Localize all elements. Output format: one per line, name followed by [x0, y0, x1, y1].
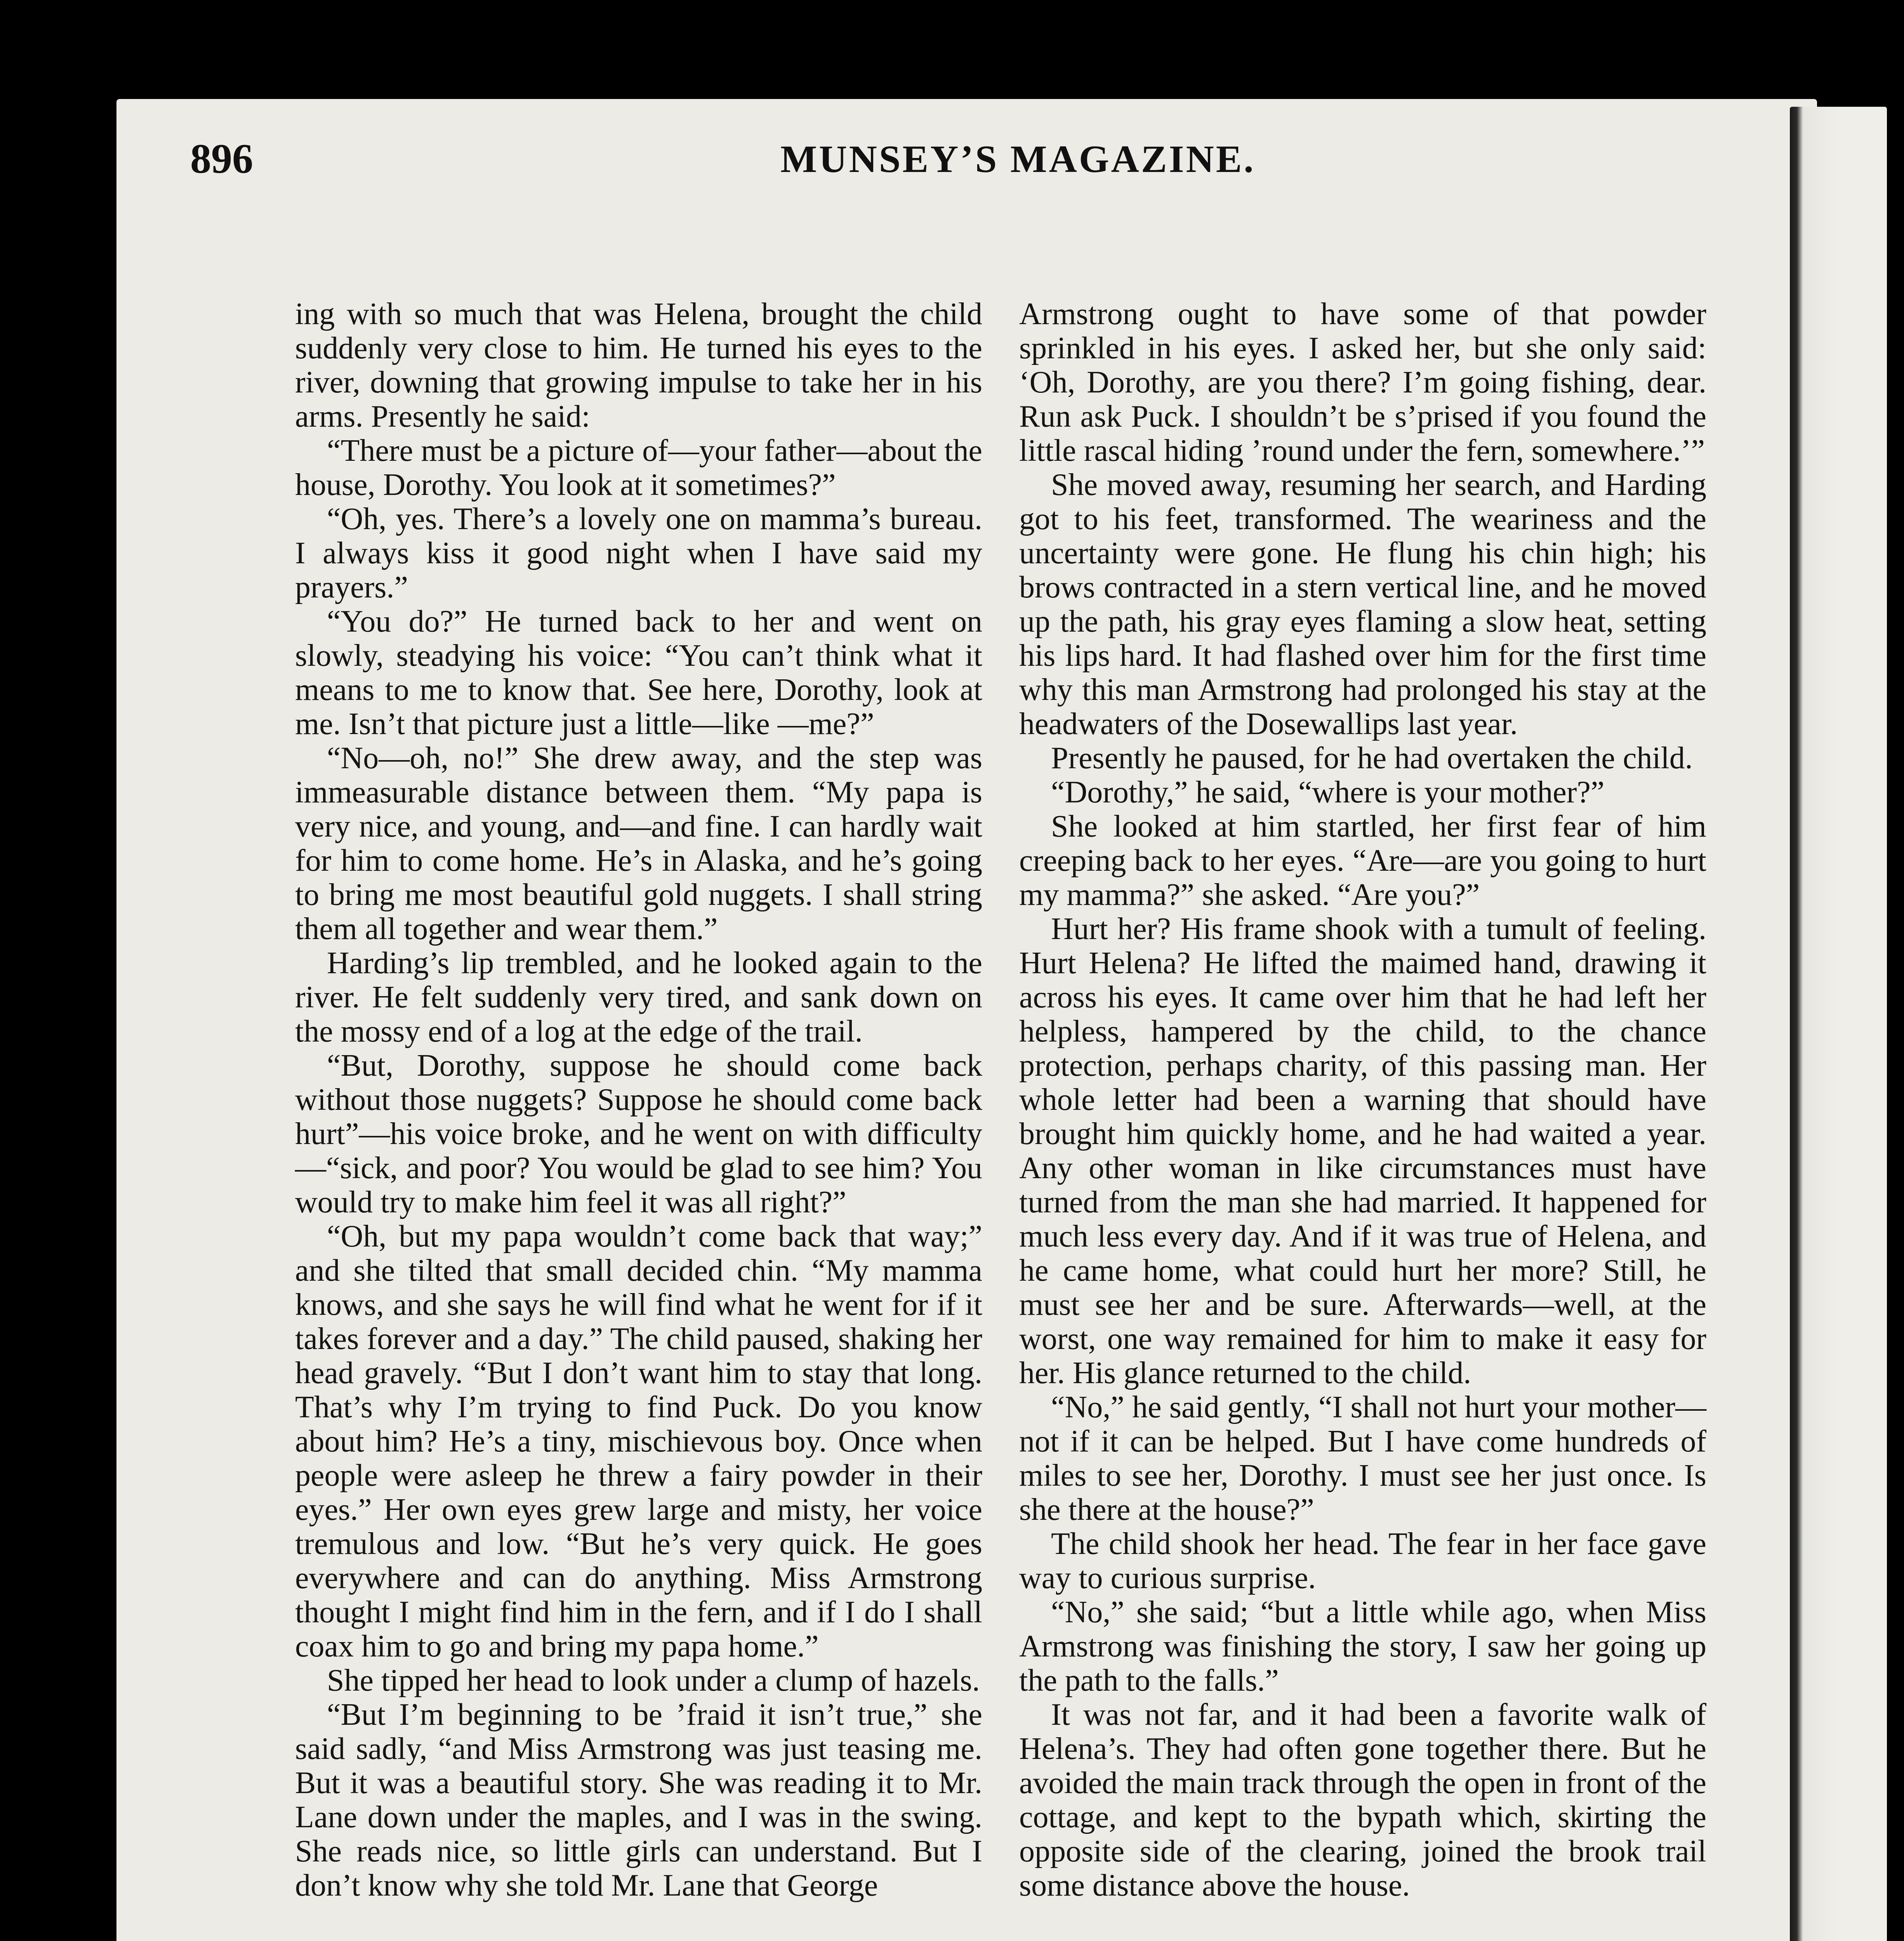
paragraph: Hurt her? His frame shook with a tumult of feeling. Hurt Helena? He lifted the maimed hand, drawing it across his eyes. It came over him that he had left her helpless, hampered by the child, to the chance protection, perhaps charity, of this passing man. Her whole letter had been a warning that should have brought him quickly home, and he had waited a year. Any other woman in like circumstances must have turned from the man she had married. It happened for much less every day. And if it was true of Helena, and he came home, what could hurt her more? Still, he must see her and be sure. Afterwards—well, at the worst, one way remained for him to make it easy for her. His glance returned to the child. — [1019, 912, 1706, 1390]
paragraph: Presently he paused, for he had overtaken the child. — [1051, 741, 1693, 775]
page-header — [190, 130, 1256, 188]
paragraph: “No,” he said gently, “I shall not hurt your mother—not if it can be helped. But I have come hundreds of miles to see her, Dorothy. I must see her just once. Is she there at the house?” — [1019, 1390, 1706, 1527]
right-column — [1019, 297, 1706, 1903]
paragraph: “No—oh, no!” She drew away, and the step was immeasurable distance between them. “My papa is very nice, and young, and—and fine. I can hardly wait for him to come home. He’s in Alaska, and he’s going to bring me most beautiful gold nuggets. I shall string them all together and wear them.” — [295, 741, 982, 946]
paragraph: “Oh, yes. There’s a lovely one on mamma’s bureau. I always kiss it good night when I have said my prayers.” — [295, 502, 982, 604]
adjacent-page-edge — [1790, 107, 1887, 1941]
page-number: 896 — [190, 136, 253, 182]
paragraph: “But I’m beginning to be ’fraid it isn’t true,” she said sadly, “and Miss Armstrong was just teasing me. But it was a beautiful story. She was reading it to Mr. Lane down under the maples, and I was in the swing. She reads nice, so little girls can understand. But I don’t know why she told Mr. Lane that George — [295, 1698, 982, 1903]
paragraph: The child shook her head. The fear in her face gave way to curious surprise. — [1019, 1527, 1706, 1595]
paragraph: “There must be a picture of—your father—about the house, Dorothy. You look at it sometimes?” — [295, 434, 982, 502]
paragraph: “Dorothy,” he said, “where is your mother?” — [1051, 775, 1605, 809]
paragraph: “You do?” He turned back to her and went on slowly, steadying his voice: “You can’t think what it means to me to know that. See here, Dorothy, look at me. Isn’t that picture just a little—like —me?” — [295, 604, 982, 741]
paragraph: Armstrong ought to have some of that powder sprinkled in his eyes. I asked her, but she only said: ‘Oh, Dorothy, are you there? I’m going fishing, dear. Run ask Puck. I shouldn’t be s’prised if you found the little rascal hiding ’round under the fern, somewhere.’” — [1019, 297, 1706, 468]
paragraph: It was not far, and it had been a favorite walk of Helena’s. They had often gone together there. But he avoided the main track through the open in front of the cottage, and kept to the bypath which, skirting the opposite side of the clearing, joined the brook trail some distance above the house. — [1019, 1698, 1706, 1903]
paragraph: ing with so much that was Helena, brought the child suddenly very close to him. He turned his eyes to the river, downing that growing impulse to take her in his arms. Presently he said: — [295, 297, 982, 434]
running-head: MUNSEY’S MAGAZINE. — [780, 137, 1256, 181]
paragraph: She looked at him startled, her first fear of him creeping back to her eyes. “Are—are you going to hurt my mamma?” she asked. “Are you?” — [1019, 809, 1706, 912]
paragraph: “Oh, but my papa wouldn’t come back that way;” and she tilted that small decided chin. “My mamma knows, and she says he will find what he went for if it takes forever and a day.” The child paused, shaking her head gravely. “But I don’t want him to stay that long. That’s why I’m trying to find Puck. Do you know about him? He’s a tiny, mischievous boy. Once when people were asleep he threw a fairy powder in their eyes.” Her own eyes grew large and misty, her voice tremulous and low. “But he’s very quick. He goes everywhere and can do anything. Miss Armstrong thought I might find him in the fern, and if I do I shall coax him to go and bring my papa home.” — [295, 1219, 982, 1663]
paragraph: She moved away, resuming her search, and Harding got to his feet, transformed. The weariness and the uncertainty were gone. He flung his chin high; his brows contracted in a stern vertical line, and he moved up the path, his gray eyes flaming a slow heat, setting his lips hard. It had flashed over him for the first time why this man Armstrong had prolonged his stay at the headwaters of the Dosewallips last year. — [1019, 468, 1706, 741]
left-column — [295, 297, 982, 1903]
paragraph: “But, Dorothy, suppose he should come back without those nuggets? Suppose he should come back hurt”—his voice broke, and he went on with difficulty—“sick, and poor? You would be glad to see him? You would try to make him feel it was all right?” — [295, 1049, 982, 1219]
paragraph: Harding’s lip trembled, and he looked again to the river. He felt suddenly very tired, and sank down on the mossy end of a log at the edge of the trail. — [295, 946, 982, 1049]
paragraph: “No,” she said; “but a little while ago, when Miss Armstrong was finishing the story, I saw her going up the path to the falls.” — [1019, 1595, 1706, 1698]
paragraph: She tipped her head to look under a clump of hazels. — [327, 1663, 980, 1698]
